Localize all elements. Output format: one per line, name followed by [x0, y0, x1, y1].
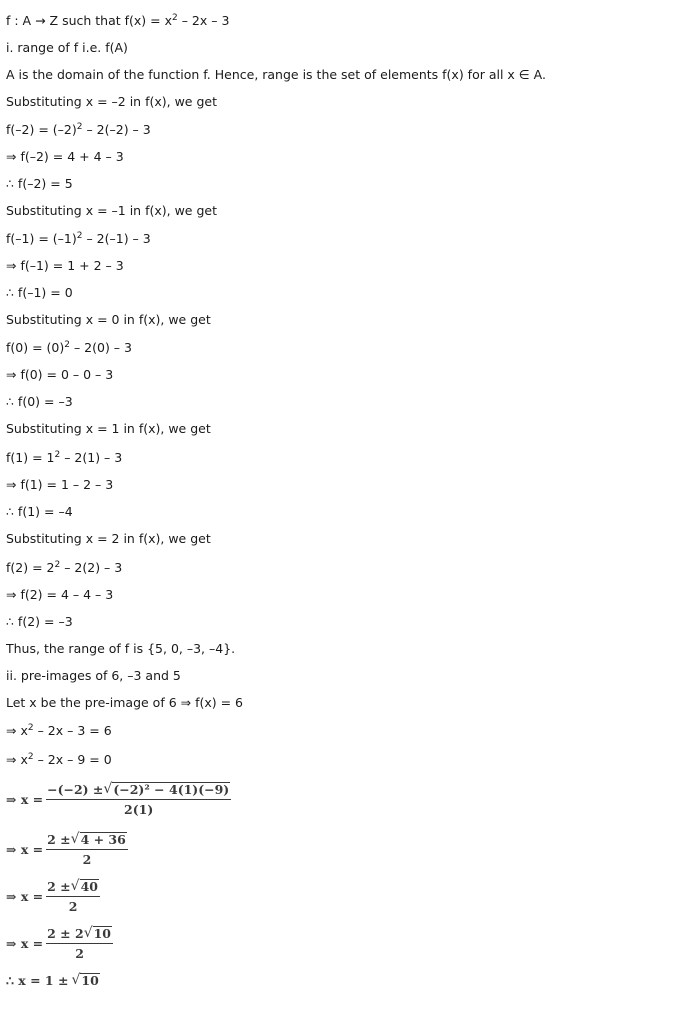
- fraction: [46, 832, 128, 867]
- text-line: Substituting x = –2 in f(x), we get: [6, 94, 217, 109]
- text-line: Substituting x = 1 in f(x), we get: [6, 421, 211, 436]
- text-line: Substituting x = 2 in f(x), we get: [6, 531, 211, 546]
- fraction-numerator: [46, 879, 100, 896]
- fraction-numerator: [46, 832, 128, 849]
- square-root: [71, 832, 127, 847]
- text-line: $f(2) = 2^2 - 2(2) - 3$: [6, 560, 123, 575]
- text-line: Substituting x = –1 in f(x), we get: [6, 203, 217, 218]
- text-line: Substituting x = 0 in f(x), we get: [6, 312, 211, 327]
- text-line: ⇒ f(0) = 0 – 0 – 3: [6, 367, 114, 382]
- radicand: 40: [80, 879, 98, 894]
- text-line: ∴ f(–1) = 0: [6, 285, 73, 300]
- radicand: 10: [93, 926, 112, 941]
- text-line: ∴ f(–2) = 5: [6, 176, 73, 191]
- radicand: 4 + 36: [80, 832, 126, 847]
- text-line: ∴ f(2) = –3: [6, 614, 73, 629]
- quadratic-formula-step: [6, 782, 231, 817]
- numerator-prefix: 2 ± 2: [47, 926, 84, 941]
- radical-sign: √: [83, 925, 93, 941]
- final-result: [6, 973, 100, 988]
- superscript: 2: [172, 13, 178, 23]
- text-line: ⇒ $x^2 - 2x - 3 = 6$: [6, 723, 112, 738]
- text-line: $f(-2) = (-2)^2 - 2(-2) - 3$: [6, 122, 151, 137]
- superscript: 2: [64, 340, 70, 350]
- text-line: $f(1) = 1^2 - 2(1) - 3$: [6, 450, 123, 465]
- text-line: ⇒ f(2) = 4 – 4 – 3: [6, 587, 114, 602]
- equation-lhs: ⇒ x =: [6, 889, 44, 904]
- equation-lhs: ∴ x = 1 ±: [6, 973, 69, 988]
- text-line: Thus, the range of f is {5, 0, –3, –4}.: [6, 641, 236, 656]
- text-line: ⇒ $x^2 - 2x - 9 = 0$: [6, 752, 112, 767]
- superscript: 2: [76, 231, 83, 241]
- fraction-numerator: [46, 926, 113, 943]
- simplify-step-1: [6, 832, 128, 867]
- square-root: [103, 782, 230, 797]
- fraction: [46, 926, 113, 961]
- simplify-step-3: [6, 926, 113, 961]
- square-root: [84, 926, 112, 941]
- text-line: ii. pre-images of 6, –3 and 5: [6, 668, 181, 683]
- superscript: 2: [27, 752, 34, 762]
- radicand: (−2)² − 4(1)(−9): [113, 782, 230, 797]
- equation-lhs: ⇒ x =: [6, 792, 44, 807]
- text-line: i. range of f i.e. f(A): [6, 40, 128, 55]
- text-line: ⇒ f(1) = 1 – 2 – 3: [6, 477, 114, 492]
- fraction-numerator: [46, 782, 231, 799]
- text-line: f : A → Z such that $f(x) = x^2 - 2x - 3$: [6, 13, 230, 28]
- text-line: ⇒ f(–1) = 1 + 2 – 3: [6, 258, 124, 273]
- fraction-denominator: 2(1): [124, 802, 154, 817]
- equation-lhs: ⇒ x =: [6, 936, 44, 951]
- superscript: 2: [54, 450, 61, 460]
- radical-sign: √: [103, 781, 113, 797]
- numerator-prefix: −(−2) ±: [47, 782, 104, 797]
- text-line: ∴ f(1) = –4: [6, 504, 73, 519]
- text-line: Let x be the pre-image of 6 ⇒ f(x) = 6: [6, 695, 243, 710]
- text-line: ∴ f(0) = –3: [6, 394, 73, 409]
- radical-sign: √: [70, 831, 80, 847]
- text-line: ⇒ f(–2) = 4 + 4 – 3: [6, 149, 124, 164]
- text-line: $f(-1) = (-1)^2 - 2(-1) - 3$: [6, 231, 151, 246]
- radical-sign: √: [70, 878, 80, 894]
- fraction-denominator: 2: [75, 946, 84, 961]
- fraction: [46, 782, 231, 817]
- square-root: [71, 973, 99, 988]
- superscript: 2: [76, 122, 83, 132]
- numerator-prefix: 2 ±: [47, 879, 71, 894]
- text-line: $f(0) = (0)^2 - 2(0) - 3$: [6, 340, 132, 355]
- text-line: A is the domain of the function f. Hence, range is the set of elements f(x) for all x ∈ A.: [6, 67, 546, 82]
- radicand: 10: [81, 973, 99, 988]
- fraction: [46, 879, 100, 914]
- fraction-denominator: 2: [68, 899, 78, 914]
- superscript: 2: [54, 560, 61, 570]
- simplify-step-2: [6, 879, 100, 914]
- fraction-denominator: 2: [82, 852, 92, 867]
- radical-sign: √: [71, 972, 81, 988]
- equation-lhs: ⇒ x =: [6, 842, 44, 857]
- square-root: [71, 879, 99, 894]
- numerator-prefix: 2 ±: [47, 832, 71, 847]
- superscript: 2: [27, 723, 34, 733]
